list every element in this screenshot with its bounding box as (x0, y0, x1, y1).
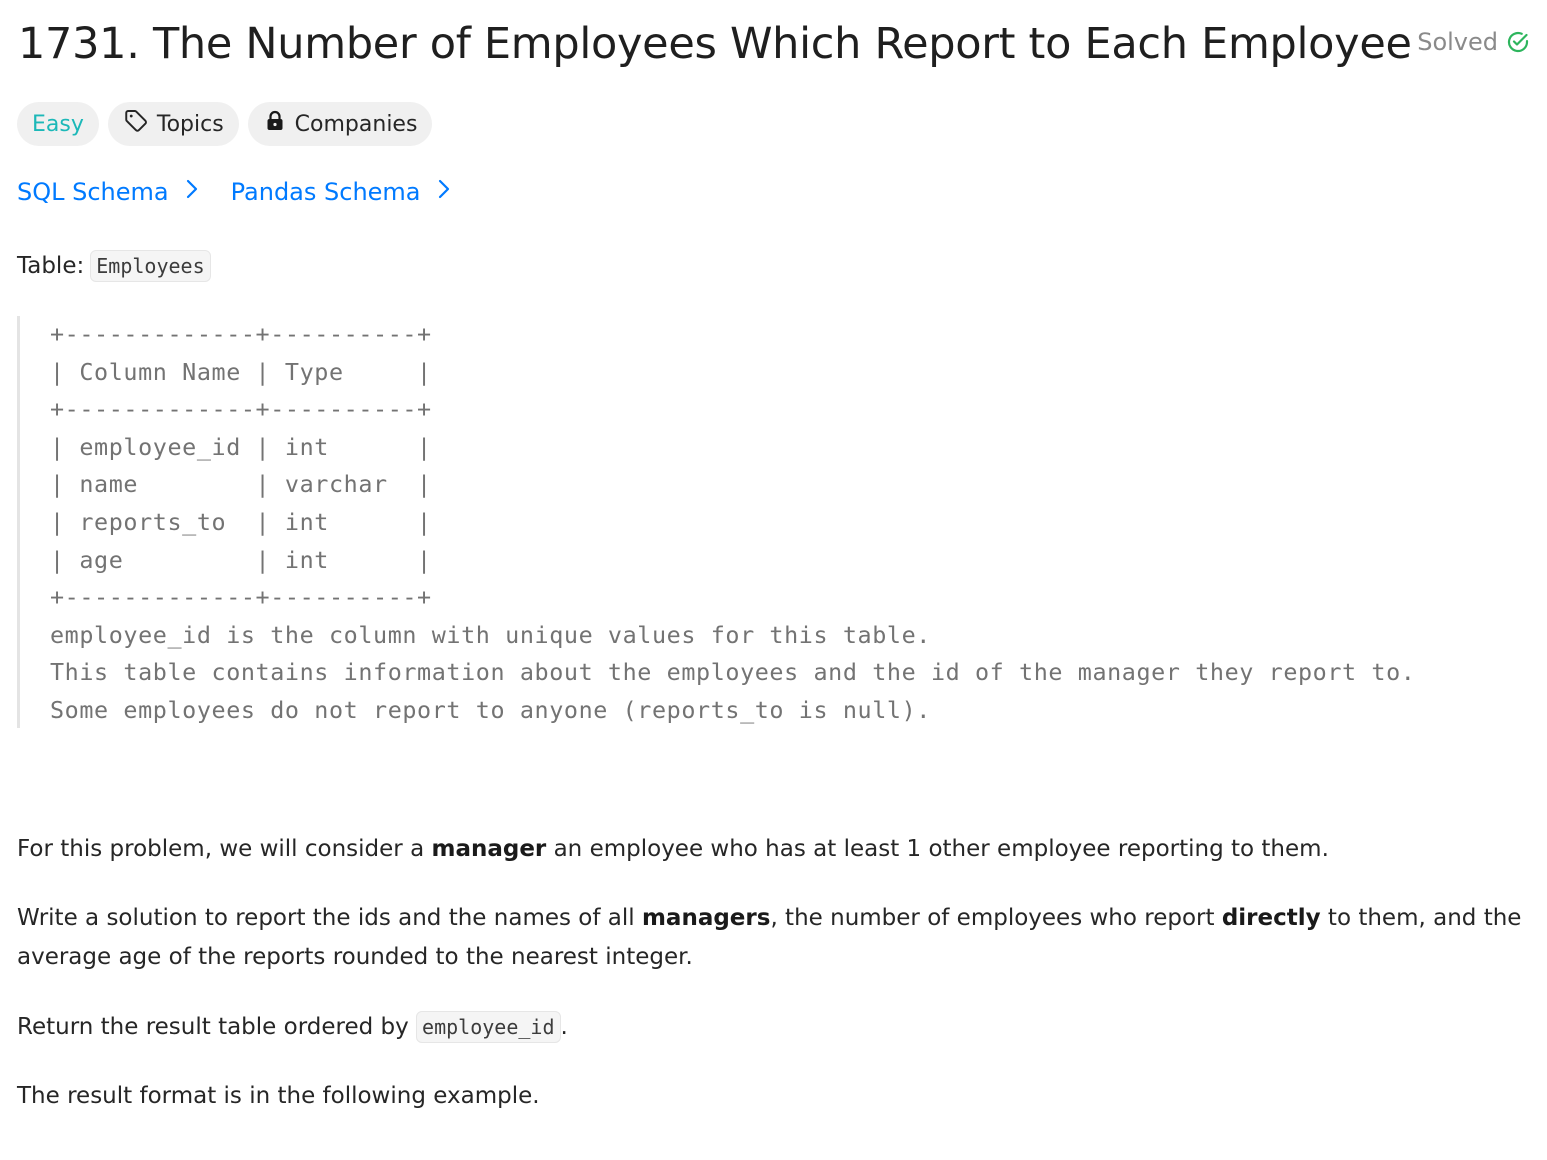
solved-label: Solved (1417, 28, 1498, 56)
tag-icon (123, 108, 149, 140)
description-paragraph-3 (17, 1008, 1527, 1047)
lock-icon (263, 109, 287, 139)
tag-row (17, 102, 432, 146)
schema-text (50, 316, 1415, 730)
p4-text: The result format is in the following example. (17, 1083, 540, 1109)
sql-schema-link[interactable] (17, 178, 199, 206)
chevron-right-icon (437, 178, 451, 206)
pandas-schema-link[interactable] (231, 178, 451, 206)
table-caption (17, 250, 211, 282)
problem-header (18, 14, 1530, 74)
schema-line: Some employees do not report to anyone (reports_to is null). (50, 695, 931, 724)
table-label: Table: (17, 253, 85, 279)
order-column-code: employee_id (416, 1011, 560, 1043)
p1-text-before: For this problem, we will consider a (17, 836, 432, 862)
difficulty-label: Easy (32, 111, 84, 137)
table-name-code: Employees (90, 250, 210, 282)
p1-bold-manager: manager (431, 836, 547, 862)
description-paragraph-2 (17, 899, 1527, 977)
description-paragraph-1 (17, 830, 1527, 869)
solved-status (1417, 28, 1530, 56)
schema-line: +-------------+----------+ (50, 320, 432, 348)
schema-line: +-------------+----------+ (50, 583, 432, 612)
p2-text-middle: , the number of employees who report (770, 905, 1222, 931)
schema-links (17, 178, 451, 206)
chevron-right-icon (185, 178, 199, 206)
schema-line: | name | varchar | (50, 470, 432, 499)
schema-line: employee_id is the column with unique values for this table. (50, 620, 931, 649)
pandas-schema-label: Pandas Schema (230, 178, 421, 206)
schema-line: | age | int | (50, 545, 432, 574)
check-circle-icon (1506, 30, 1530, 54)
topics-button[interactable] (108, 102, 239, 146)
p1-text-after: an employee who has at least 1 other employee reporting to them. (546, 836, 1329, 862)
description-paragraph-4 (17, 1077, 1527, 1116)
topics-label: Topics (156, 111, 224, 137)
difficulty-badge (17, 102, 99, 146)
p3-text-before: Return the result table ordered by (17, 1014, 417, 1040)
p2-bold-managers: managers (641, 905, 771, 931)
p2-text-before: Write a solution to report the ids and the names of all (17, 905, 642, 931)
schema-line: +-------------+----------+ (50, 395, 432, 424)
companies-label: Companies (294, 111, 418, 137)
sql-schema-label: SQL Schema (17, 178, 169, 206)
p3-text-after: . (560, 1014, 568, 1040)
schema-line: | Column Name | Type | (50, 357, 432, 386)
schema-line: This table contains information about the employees and the id of the manager they report to. (50, 658, 1416, 687)
problem-title: 1731. The Number of Employees Which Report to Each Employee (18, 19, 1412, 69)
p2-bold-directly: directly (1221, 905, 1321, 931)
schema-line: | reports_to | int | (50, 507, 432, 536)
schema-line: | employee_id | int | (50, 432, 432, 461)
p2-text-after: to them, and the average age of the reports rounded to the nearest integer. (17, 905, 1522, 970)
schema-code-block (17, 316, 1540, 728)
companies-button[interactable] (248, 102, 433, 146)
